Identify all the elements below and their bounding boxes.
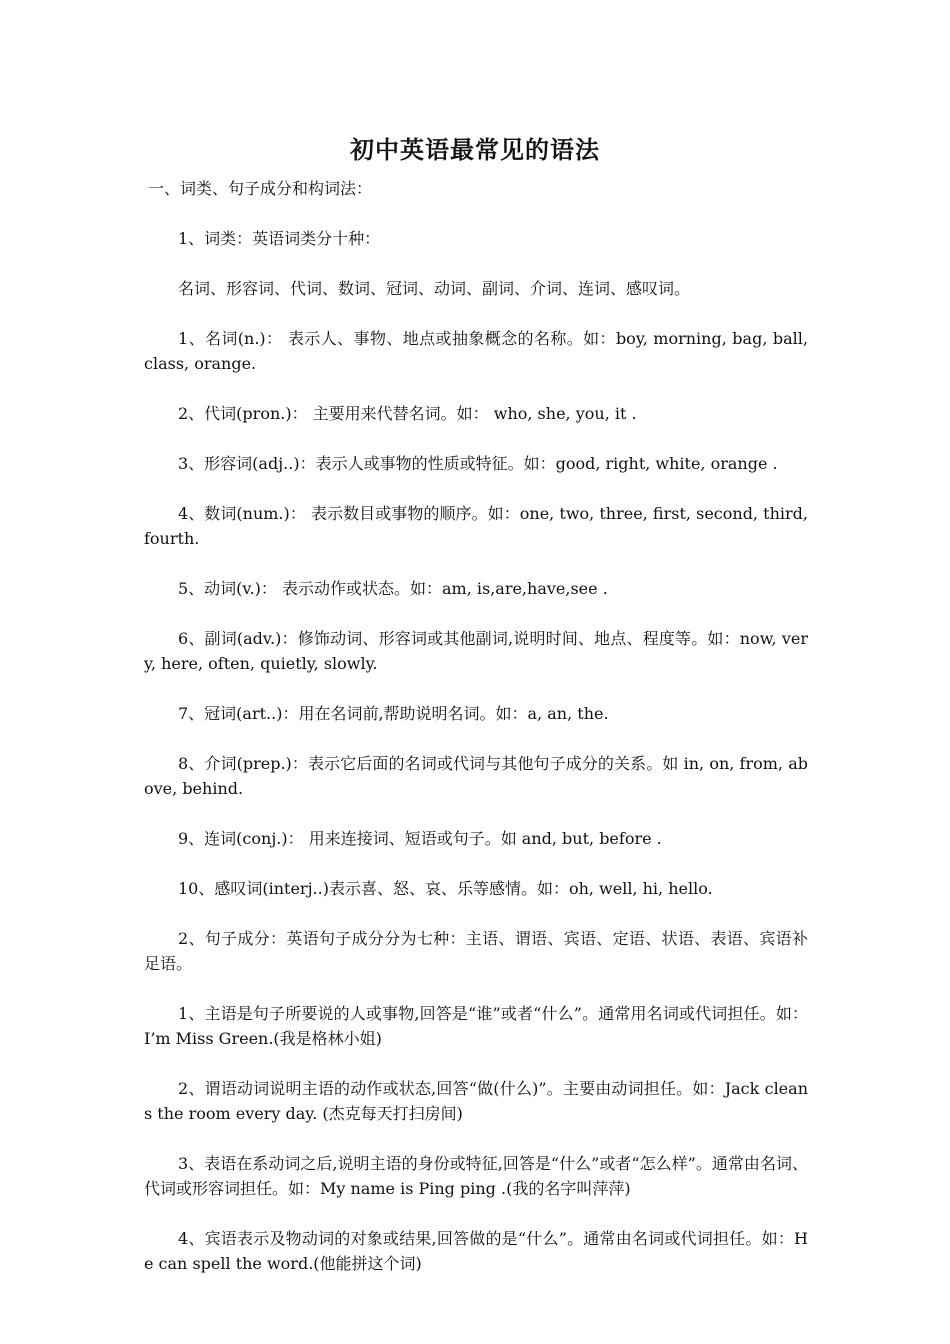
paragraph: 6、副词(adv.)：修饰动词、形容词或其他副词,说明时间、地点、程度等。如：now, very, here, often, quietly, slowly. <box>144 629 808 673</box>
paragraph: 4、数词(num.)： 表示数目或事物的顺序。如：one, two, three, first, second, third, fourth. <box>144 504 808 548</box>
paragraph: 1、主语是句子所要说的人或事物,回答是“谁”或者“什么”。通常用名词或代词担任。如：I’m Miss Green.(我是格林小姐) <box>144 1004 808 1048</box>
document-title: 初中英语最常见的语法 <box>350 135 600 164</box>
subsection-heading: 1、词类：英语词类分十种： <box>178 229 381 248</box>
paragraph: 3、形容词(adj..)：表示人或事物的性质或特征。如：good, right, white, orange . <box>178 454 778 473</box>
paragraph: 2、谓语动词说明主语的动作或状态,回答“做(什么)”。主要由动词担任。如：Jack cleans the room every day. (杰克每天打扫房间) <box>144 1079 808 1123</box>
paragraph: 1、名词(n.)： 表示人、事物、地点或抽象概念的名称。如：boy, morning, bag, ball, class, orange. <box>144 329 808 373</box>
paragraph: 4、宾语表示及物动词的对象或结果,回答做的是“什么”。通常由名词或代词担任。如：He can spell the word.(他能拼这个词) <box>144 1229 808 1273</box>
paragraph: 8、介词(prep.)：表示它后面的名词或代词与其他句子成分的关系。如 in, on, from, above, behind. <box>144 754 808 798</box>
paragraph: 2、代词(pron.)： 主要用来代替名词。如： who, she, you, it . <box>178 404 637 423</box>
document-body <box>144 176 808 1301</box>
paragraph: 名词、形容词、代词、数词、冠词、动词、副词、介词、连词、感叹词。 <box>178 279 691 298</box>
paragraph: 3、表语在系动词之后,说明主语的身份或特征,回答是“什么”或者“怎么样”。通常由名词、代词或形容词担任。如：My name is Ping ping .(我的名字叫萍萍) <box>144 1154 808 1198</box>
paragraph: 10、感叹词(interj..)表示喜、怒、哀、乐等感情。如：oh, well, hi, hello. <box>178 879 713 898</box>
paragraph: 7、冠词(art..)：用在名词前,帮助说明名词。如：a, an, the. <box>178 704 609 723</box>
paragraph: 9、连词(conj.)： 用来连接词、短语或句子。如 and, but, before . <box>178 829 662 848</box>
paragraph: 5、动词(v.)： 表示动作或状态。如：am, is,are,have,see . <box>178 579 608 598</box>
section-heading: 一、词类、句子成分和构词法： <box>148 179 373 198</box>
subsection-heading: 2、句子成分：英语句子成分分为七种：主语、谓语、宾语、定语、状语、表语、宾语补足语。 <box>144 929 808 973</box>
